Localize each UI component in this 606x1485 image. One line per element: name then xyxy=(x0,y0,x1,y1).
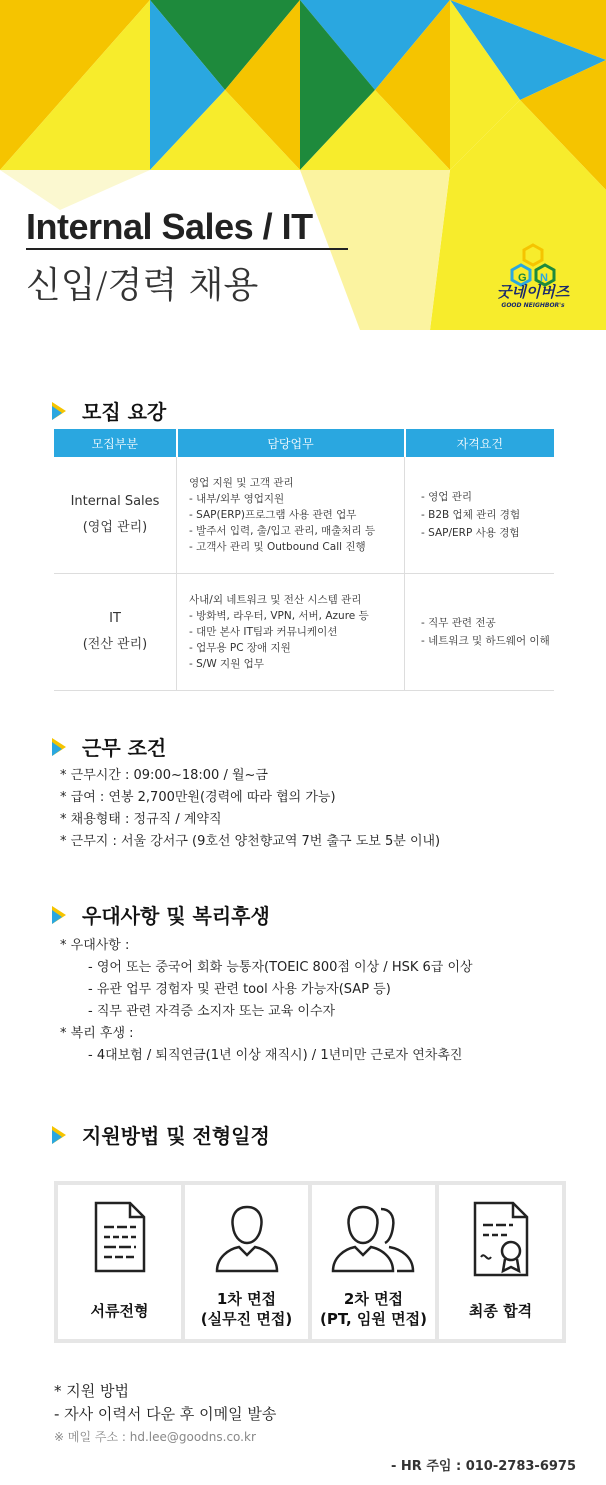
duty-item: - 대만 본사 IT팀과 커뮤니케이션 xyxy=(189,626,338,638)
conditions-list xyxy=(60,765,440,853)
duty-item: - 방화벽, 라우터, VPN, 서버, Azure 등 xyxy=(189,610,369,622)
step-label xyxy=(312,1289,435,1329)
benefits-list xyxy=(60,935,473,1067)
qual-item: - SAP/ERP 사용 경험 xyxy=(421,527,520,539)
qual-item: - 네트워크 및 하드웨어 이해 xyxy=(421,635,550,647)
step-label-line1: 2차 면접 xyxy=(343,1290,404,1308)
section-bullet-icon xyxy=(52,906,68,924)
section-title: 우대사항 및 복리후생 xyxy=(82,904,270,928)
table-row xyxy=(54,574,554,691)
duties-cell xyxy=(177,457,405,574)
section-bullet-icon xyxy=(52,1126,68,1144)
apply-title: * 지원 방법 xyxy=(54,1382,129,1400)
qual-item: - 영업 관리 xyxy=(421,491,473,503)
duty-item: - 내부/외부 영업지원 xyxy=(189,493,285,505)
page-title: Internal Sales / IT xyxy=(26,206,313,247)
section-title: 근무 조건 xyxy=(82,736,167,760)
step-label: 서류전형 xyxy=(90,1302,149,1320)
duty-item: - 고객사 관리 및 Outbound Call 진행 xyxy=(189,541,366,553)
hr-contact: - HR 주임 : 010-2783-6975 xyxy=(391,1459,576,1474)
step-final-pass xyxy=(439,1185,562,1339)
recruit-table xyxy=(54,429,554,691)
column-header: 모집부분 xyxy=(54,429,177,457)
document-icon xyxy=(90,1197,150,1277)
process-steps xyxy=(54,1181,566,1343)
list-item: - 영어 또는 중국어 회화 능통자(TOEIC 800점 이상 / HSK 6급 이상 xyxy=(88,960,473,975)
title-underline xyxy=(26,248,348,250)
step-label xyxy=(185,1289,308,1329)
dept-sub: (영업 관리) xyxy=(82,520,148,535)
certificate-icon xyxy=(469,1197,533,1281)
section-heading-conditions xyxy=(52,732,166,761)
dept-name: IT xyxy=(109,611,121,626)
step-first-interview xyxy=(185,1185,308,1339)
step-label: 최종 합격 xyxy=(468,1302,533,1320)
list-item: * 급여 : 연봉 2,700만원(경력에 따라 협의 가능) xyxy=(60,790,336,805)
list-item: * 근무시간 : 09:00~18:00 / 월~금 xyxy=(60,768,268,783)
list-item: - 유관 업무 경험자 및 관련 tool 사용 가능자(SAP 등) xyxy=(88,982,391,997)
list-item: - 직무 관련 자격증 소지자 또는 교육 이수자 xyxy=(88,1004,336,1019)
section-bullet-icon xyxy=(52,738,68,756)
user-icon xyxy=(207,1197,287,1277)
step-label-line2: (PT, 임원 면접) xyxy=(320,1310,427,1328)
qual-item: - 직무 관련 전공 xyxy=(421,617,496,629)
duty-item: - 발주서 입력, 출/입고 관리, 매출처리 등 xyxy=(189,525,376,537)
section-title: 지원방법 및 전형일정 xyxy=(82,1124,270,1148)
list-title: * 복리 후생 : xyxy=(60,1026,134,1041)
logo-text: 굿네이버즈 xyxy=(496,283,570,301)
dept-name: Internal Sales xyxy=(70,494,160,509)
duty-item: - 업무용 PC 장애 지원 xyxy=(189,642,291,654)
apply-info xyxy=(54,1380,276,1449)
list-title: * 우대사항 : xyxy=(60,938,130,953)
dept-sub: (전산 관리) xyxy=(82,637,148,652)
qual-item: - B2B 업체 관리 경험 xyxy=(421,509,521,521)
list-item: * 채용형태 : 정규직 / 계약직 xyxy=(60,812,222,827)
step-label-line1: 1차 면접 xyxy=(216,1290,277,1308)
column-header: 자격요건 xyxy=(405,429,555,457)
section-title: 모집 요강 xyxy=(82,400,167,424)
section-heading-process xyxy=(52,1120,270,1149)
apply-email: ※ 메일 주소 : hd.lee@goodns.co.kr xyxy=(54,1430,256,1444)
list-item: * 근무지 : 서울 강서구 (9호선 양천향교역 7번 출구 도보 5분 이내) xyxy=(60,834,441,849)
duty-item: 사내/외 네트워크 및 전산 시스템 관리 xyxy=(189,594,362,606)
page-subtitle: 신입/경력 채용 xyxy=(26,265,259,306)
dept-cell xyxy=(54,574,177,691)
table-row xyxy=(54,457,554,574)
quals-cell xyxy=(405,574,555,691)
section-heading-recruit xyxy=(52,396,166,425)
duty-item: - SAP(ERP)프로그램 사용 관련 업무 xyxy=(189,509,357,521)
column-header: 담당업무 xyxy=(177,429,405,457)
dept-cell xyxy=(54,457,177,574)
step-second-interview xyxy=(312,1185,435,1339)
duty-item: 영업 지원 및 고객 관리 xyxy=(189,477,294,489)
duty-item: - S/W 지원 업무 xyxy=(189,658,264,670)
section-heading-benefits xyxy=(52,900,270,929)
svg-text:N: N xyxy=(540,272,548,284)
step-document-review xyxy=(58,1185,181,1339)
svg-text:G: G xyxy=(518,272,527,284)
duties-cell xyxy=(177,574,405,691)
apply-method: - 자사 이력서 다운 후 이메일 발송 xyxy=(54,1405,277,1423)
logo-subtext: GOOD NEIGHBOR's xyxy=(501,302,565,309)
quals-cell xyxy=(405,457,555,574)
section-bullet-icon xyxy=(52,402,68,420)
list-item: - 4대보험 / 퇴직연금(1년 이상 재직시) / 1년미만 근로자 연차촉진 xyxy=(88,1048,463,1063)
users-icon xyxy=(329,1197,419,1277)
step-label-line2: (실무진 면접) xyxy=(200,1310,293,1328)
